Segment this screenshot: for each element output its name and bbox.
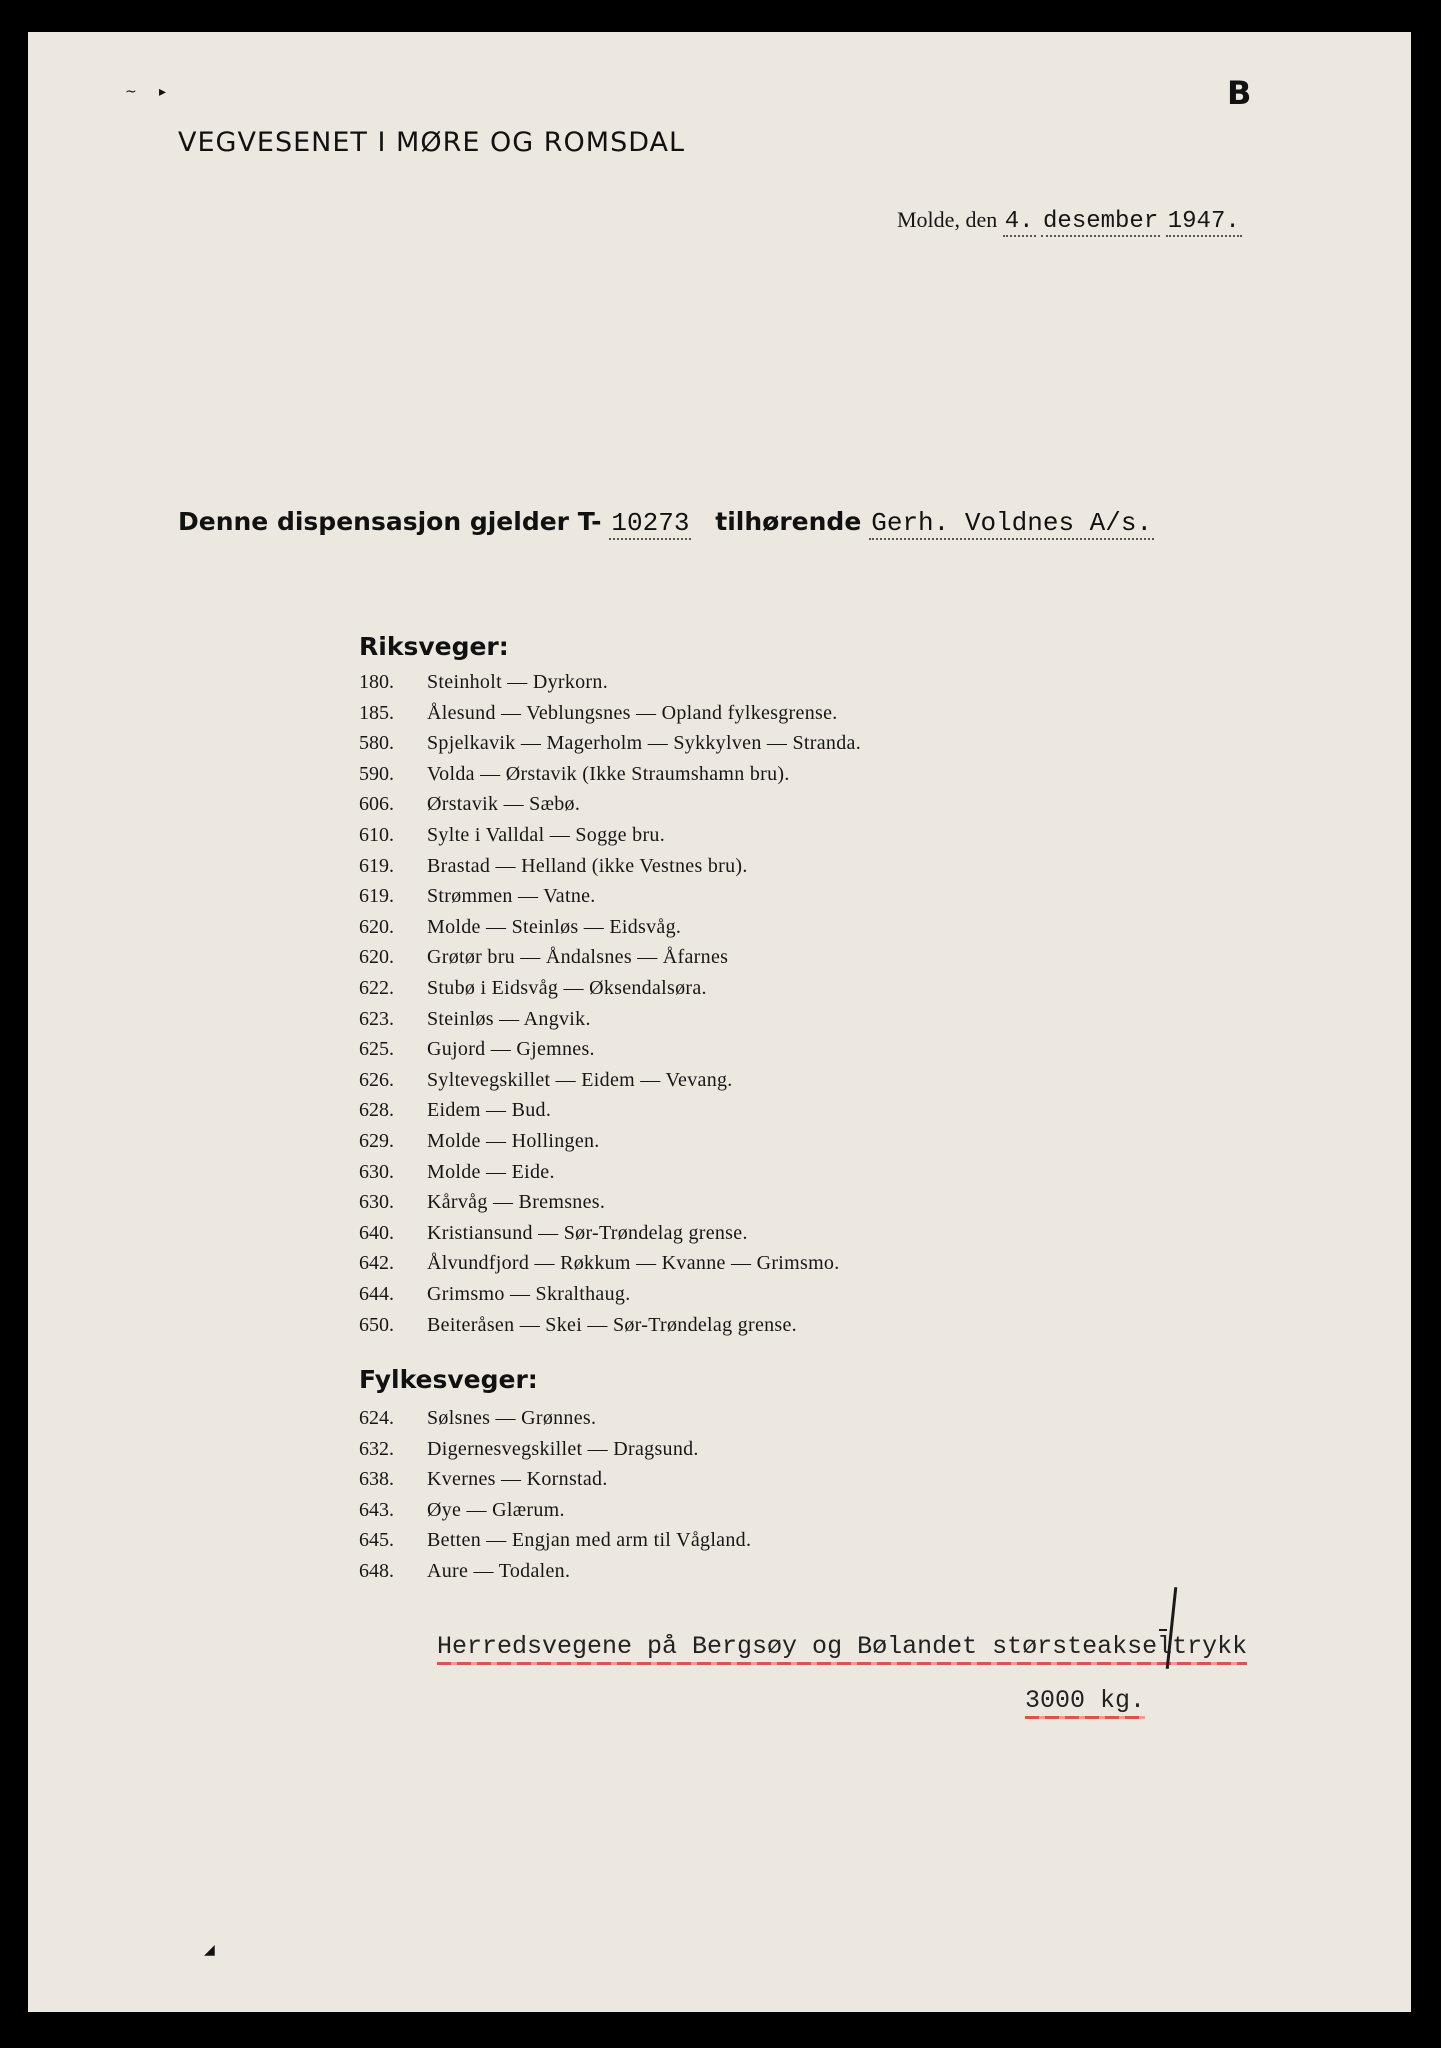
route-row [359,763,790,791]
route-number: 625. [359,1038,394,1061]
route-name: Betten — Engjan med arm til Vågland. [427,1529,752,1552]
route-name: Kårvåg — Bremsnes. [427,1191,606,1214]
route-number: 180. [359,671,394,693]
route-number: 630. [359,1191,394,1214]
pen-stroke [1159,1629,1167,1631]
corner-letter: B [1227,74,1252,112]
route-row [359,1499,565,1527]
route-name: Beiteråsen — Skei — Sør-Trøndelag grense. [427,1313,797,1336]
route-row [359,732,861,760]
route-number: 638. [359,1468,394,1491]
route-number: 580. [359,732,394,755]
route-name: Molde — Eide. [427,1160,555,1183]
route-name: Kvernes — Kornstad. [427,1468,608,1491]
route-name: Steinløs — Angvik. [427,1007,591,1030]
date-day: 4. [1004,208,1034,235]
route-row [359,702,838,730]
route-number: 645. [359,1529,394,1552]
route-row [359,885,596,913]
route-row [359,1099,551,1127]
route-number: 643. [359,1498,394,1521]
route-name: Digernesvegskillet — Dragsund. [427,1437,699,1460]
route-number: 630. [359,1160,394,1183]
date-month: desember [1043,208,1159,235]
route-row [359,916,681,944]
route-number: 610. [359,824,394,846]
document-page [28,32,1411,2012]
route-name: Grøtør bru — Åndalsnes — Åfarnes [427,946,729,969]
fylkesveger-heading: Fylkesveger: [359,1365,538,1394]
route-row [359,1191,605,1219]
route-name: Strømmen — Vatne. [427,885,596,908]
route-row [359,1560,570,1588]
route-row [359,1407,596,1435]
note-line-2: 3000 kg. [1025,1686,1146,1715]
route-name: Steinholt — Dyrkorn. [427,671,608,693]
route-row [359,1130,600,1158]
route-row [359,1161,555,1189]
route-row [359,1529,751,1557]
route-row [359,1252,840,1280]
route-row [359,855,748,883]
scan-mark: ◢ [204,1942,215,1958]
route-number: 648. [359,1560,394,1582]
route-number: 590. [359,762,394,785]
route-row [359,946,728,974]
route-row [359,977,707,1005]
route-number: 650. [359,1313,394,1336]
route-row [359,1069,733,1097]
route-row [359,1038,595,1066]
route-name: Ålesund — Veblungsnes — Opland fylkesgrense. [427,701,838,724]
route-name: Eidem — Bud. [427,1099,552,1122]
scan-mark: ~ ▸ [125,84,167,100]
route-number: 629. [359,1130,394,1152]
route-name: Sølsnes — Grønnes. [427,1407,597,1429]
route-name: Kristiansund — Sør-Trøndelag grense. [427,1221,748,1244]
organization-heading: VEGVESENET I MØRE OG ROMSDAL [178,127,686,158]
route-row [359,1314,797,1342]
route-number: 620. [359,915,394,938]
route-name: Sylte i Valldal — Sogge bru. [427,824,666,846]
route-row [359,1222,748,1250]
route-name: Aure — Todalen. [427,1560,571,1582]
route-row [359,824,665,852]
route-name: Stubø i Eidsvåg — Øksendalsøra. [427,977,707,999]
riksveger-heading: Riksveger: [359,632,509,661]
route-number: 185. [359,701,394,724]
route-name: Brastad — Helland (ikke Vestnes bru). [427,854,748,877]
note-line-1: Herredsvegene på Bergsøy og Bølandet størsteakseltrykk [437,1632,1248,1661]
owner-label: tilhørende [715,507,862,536]
route-number: 626. [359,1068,394,1091]
route-row [359,1283,631,1311]
route-name: Molde — Steinløs — Eidsvåg. [427,915,682,938]
route-name: Molde — Hollingen. [427,1130,600,1152]
route-name: Grimsmo — Skralthaug. [427,1283,631,1305]
route-number: 619. [359,854,394,877]
route-name: Gujord — Gjemnes. [427,1038,595,1061]
route-number: 642. [359,1252,394,1275]
route-name: Spjelkavik — Magerholm — Sykkylven — Stranda. [427,732,862,755]
route-name: Syltevegskillet — Eidem — Vevang. [427,1068,733,1091]
route-row [359,1438,699,1466]
route-name: Ålvundfjord — Røkkum — Kvanne — Grimsmo. [427,1252,840,1275]
date-year: 1947. [1167,208,1240,235]
route-row [359,1008,591,1036]
route-row [359,793,580,821]
vehicle-number: 10273 [611,508,690,538]
route-number: 619. [359,885,394,908]
dispensation-line [178,507,1154,538]
route-number: 620. [359,946,394,969]
route-number: 640. [359,1221,394,1244]
route-name: Øye — Glærum. [427,1498,565,1521]
route-name: Ørstavik — Sæbø. [427,793,581,816]
route-number: 632. [359,1437,394,1460]
route-number: 624. [359,1407,394,1429]
route-row [359,1468,608,1496]
dispensation-label: Denne dispensasjon gjelder T- [178,507,602,536]
route-number: 606. [359,793,394,816]
route-number: 623. [359,1007,394,1030]
route-number: 644. [359,1283,394,1305]
route-row [359,671,608,699]
route-number: 628. [359,1099,394,1122]
date-place: Molde, den [897,207,998,232]
route-number: 622. [359,977,394,999]
owner-name: Gerh. Voldnes A/s. [871,508,1153,538]
route-name: Volda — Ørstavik (Ikke Straumshamn bru). [427,762,790,785]
dateline [897,207,1242,235]
